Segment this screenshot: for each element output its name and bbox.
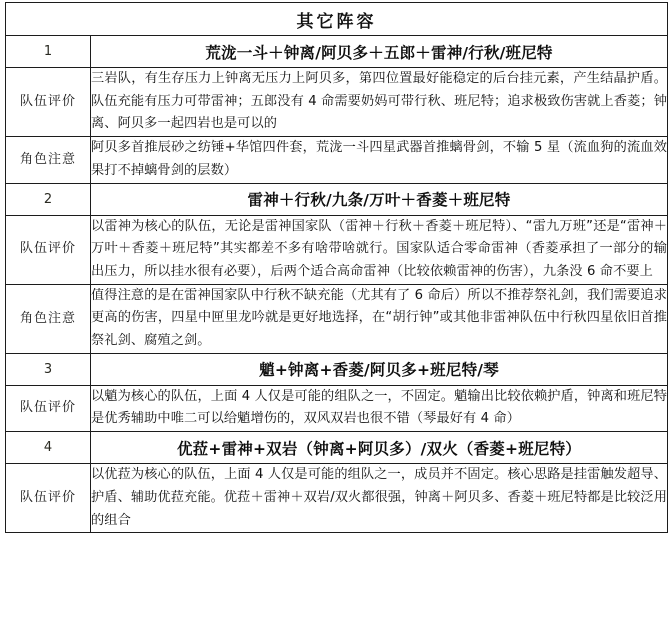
row-label-char-note: 角色注意	[6, 137, 91, 183]
table-row	[6, 284, 668, 353]
table-row	[6, 68, 668, 137]
entry-index: 4	[6, 432, 91, 464]
team-composition: 魈+钟离+香菱/阿贝多+班尼特/琴	[91, 353, 668, 385]
team-composition: 荒泷一斗＋钟离/阿贝多＋五郎＋雷神/行秋/班尼特	[91, 36, 668, 68]
table-row	[6, 432, 668, 464]
table-row	[6, 137, 668, 183]
row-label-team-review: 队伍评价	[6, 464, 91, 533]
team-review-text: 三岩队，有生存压力上钟离无压力上阿贝多，第四位置最好能稳定的后台挂元素，产生结晶护盾。队伍充能有压力可带雷神；五郎没有 4 命需要奶妈可带行秋、班尼特；追求极致伤害就上香菱；钟离、阿贝多一起四岩也是可以的	[91, 68, 668, 137]
entry-index: 3	[6, 353, 91, 385]
table-row	[6, 353, 668, 385]
team-composition: 雷神＋行秋/九条/万叶＋香菱＋班尼特	[91, 183, 668, 215]
page-title: 其它阵容	[6, 3, 668, 36]
team-review-text: 以雷神为核心的队伍，无论是雷神国家队（雷神＋行秋＋香菱＋班尼特）、“雷九万班”还是“雷神＋万叶＋香菱＋班尼特”其实都差不多有啥带啥就行。国家队适合零命雷神（香菱承担了一部分的输出压力，所以挂水很有必要），后两个适合高命雷神（比较依赖雷神的伤害），九条没 6 命不要上	[91, 215, 668, 284]
table-row	[6, 464, 668, 533]
document-sheet	[5, 2, 667, 533]
table-title-row	[6, 3, 668, 36]
char-note-text: 值得注意的是在雷神国家队中行秋不缺充能（尤其有了 6 命后）所以不推荐祭礼剑，我们需要追求更高的伤害，四星中匣里龙吟就是更好地选择，在“胡行钟”或其他非雷神队伍中行秋四星依旧首推祭礼剑、腐殖之剑。	[91, 284, 668, 353]
char-note-text: 阿贝多首推辰砂之纺锤+华馆四件套，荒泷一斗四星武器首推螭骨剑，不输 5 星（流血狗的流血效果打不掉螭骨剑的层数）	[91, 137, 668, 183]
entry-index: 2	[6, 183, 91, 215]
team-review-text: 以魈为核心的队伍，上面 4 人仅是可能的组队之一，不固定。魈输出比较依赖护盾，钟离和班尼特是优秀辅助中唯二可以给魈增伤的，双风双岩也很不错（琴最好有 4 命）	[91, 385, 668, 431]
row-label-team-review: 队伍评价	[6, 215, 91, 284]
row-label-team-review: 队伍评价	[6, 68, 91, 137]
entry-index: 1	[6, 36, 91, 68]
row-label-team-review: 队伍评价	[6, 385, 91, 431]
table-row	[6, 183, 668, 215]
team-composition-table	[5, 2, 668, 533]
team-composition: 优菈+雷神+双岩（钟离+阿贝多）/双火（香菱+班尼特）	[91, 432, 668, 464]
table-row	[6, 215, 668, 284]
table-row	[6, 385, 668, 431]
row-label-char-note: 角色注意	[6, 284, 91, 353]
team-review-text: 以优菈为核心的队伍，上面 4 人仅是可能的组队之一，成员并不固定。核心思路是挂雷触发超导、护盾、辅助优菈充能。优菈＋雷神＋双岩/双火都很强，钟离＋阿贝多、香菱＋班尼特都是比较泛用的组合	[91, 464, 668, 533]
table-row	[6, 36, 668, 68]
